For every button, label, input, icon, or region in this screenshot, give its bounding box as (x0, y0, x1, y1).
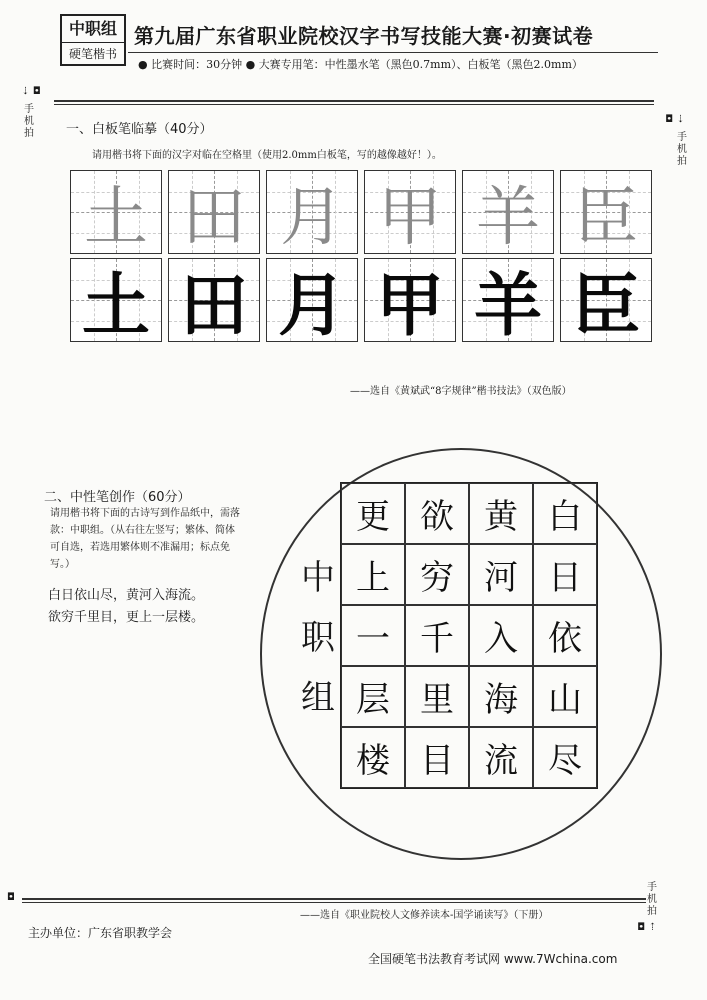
section1-source: ——选自《黄斌武“8字规律”楷书技法》（双色版） (350, 386, 572, 397)
poem-grid-cell: 海 (469, 666, 533, 727)
poem-line-1: 白日依山尽，黄河入海流。 (48, 588, 205, 603)
top-separator (54, 100, 654, 102)
outline-sample-character: 羊 (476, 181, 540, 255)
top-separator-thin (54, 104, 654, 105)
section1-heading: 一、白板笔临摹（40分） (66, 122, 213, 137)
level-badge (60, 14, 126, 66)
outline-sample-cell (168, 170, 260, 254)
poem-grid (340, 482, 598, 789)
poem-grid-cell: 目 (405, 727, 469, 788)
sample-row-black (70, 258, 652, 346)
organizer: 主办单位：广东省职教学会 (28, 926, 173, 940)
page-subtitle: ● 比赛时间：30分钟 ● 大赛专用笔：中性墨水笔（黑色0.7mm）、白板笔（黑色2.0mm） (138, 58, 583, 71)
signature-column (300, 548, 336, 728)
badge-top: 中职组 (62, 16, 124, 43)
section2-heading: 二、中性笔创作（60分） (44, 490, 191, 505)
solid-sample-character: 田 (179, 266, 248, 346)
solid-sample-cell (168, 258, 260, 346)
camera-mark-right: ◘ ⇣ (665, 114, 685, 125)
badge-bottom: 硬笔楷书 (68, 47, 117, 61)
poem-grid-cell: 里 (405, 666, 469, 727)
camera-mark-left: ⇣ ◘ (21, 86, 41, 97)
poem-grid-cell: 欲 (405, 483, 469, 544)
page-title: 第九届广东省职业院校汉字书写技能大赛·初赛试卷 (134, 24, 594, 48)
camera-mark-bottom-left: ◘ (7, 892, 15, 903)
signature-char: 中 (301, 558, 335, 598)
side-note-left-top: 手机拍 (24, 104, 34, 139)
outline-sample-character: 甲 (378, 181, 442, 255)
poem-grid-cell: 上 (341, 544, 405, 605)
outline-sample-character: 土 (84, 181, 148, 255)
solid-sample-cell (364, 258, 456, 346)
poem-grid-cell: 楼 (341, 727, 405, 788)
solid-sample-character: 土 (81, 266, 150, 346)
side-note-right-bottom: 手机拍 (647, 882, 657, 917)
sample-row-gray (70, 170, 652, 254)
poem-grid-cell: 流 (469, 727, 533, 788)
poem-grid-cell: 日 (533, 544, 597, 605)
poem-grid-cell: 白 (533, 483, 597, 544)
outline-sample-cell (70, 170, 162, 254)
poem-grid-cell: 层 (341, 666, 405, 727)
bottom-separator (22, 898, 646, 900)
title-rule (128, 52, 658, 53)
website: 全国硬笔书法教育考试网 www.7Wchina.com (368, 952, 618, 966)
signature-char: 组 (301, 678, 335, 718)
solid-sample-cell (70, 258, 162, 346)
poem-grid-cell: 一 (341, 605, 405, 666)
section1-instruction: 请用楷书将下面的汉字对临在空格里（使用2.0mm白板笔，写的越像越好！）。 (92, 150, 442, 161)
solid-sample-cell (462, 258, 554, 346)
solid-sample-character: 臣 (571, 266, 640, 346)
outline-sample-cell (364, 170, 456, 254)
poem-line-2: 欲穷千里目，更上一层楼。 (48, 610, 205, 625)
copy-grid (70, 170, 652, 346)
outline-sample-cell (560, 170, 652, 254)
poem-grid-cell: 穷 (405, 544, 469, 605)
solid-sample-cell (266, 258, 358, 346)
poem-grid-cell: 黄 (469, 483, 533, 544)
solid-sample-cell (560, 258, 652, 346)
outline-sample-cell (266, 170, 358, 254)
poem-grid-cell: 山 (533, 666, 597, 727)
signature-char: 职 (301, 618, 335, 658)
section2-instruction: 请用楷书将下面的古诗写到作品纸中，需落款：中职组。（从右往左竖写；繁体、简体可自选，若选用繁体则不准漏用；标点免写。） (50, 508, 240, 570)
solid-sample-character: 甲 (375, 266, 444, 346)
solid-sample-character: 羊 (473, 266, 542, 346)
solid-sample-character: 月 (277, 266, 346, 346)
poem-grid-cell: 尽 (533, 727, 597, 788)
side-note-right-top: 手机拍 (677, 132, 687, 167)
poem-grid-cell: 入 (469, 605, 533, 666)
bottom-separator-thin (22, 902, 646, 903)
poem-grid-cell: 更 (341, 483, 405, 544)
outline-sample-character: 臣 (574, 181, 638, 255)
poem-grid-cell: 河 (469, 544, 533, 605)
outline-sample-cell (462, 170, 554, 254)
outline-sample-character: 田 (182, 181, 246, 255)
camera-mark-bottom-right: ◘ ⇡ (637, 922, 657, 933)
section2-source: ——选自《职业院校人文修养读本-国学诵读写》（下册） (300, 910, 549, 921)
poem-grid-cell: 依 (533, 605, 597, 666)
poem-grid-cell: 千 (405, 605, 469, 666)
outline-sample-character: 月 (280, 181, 344, 255)
